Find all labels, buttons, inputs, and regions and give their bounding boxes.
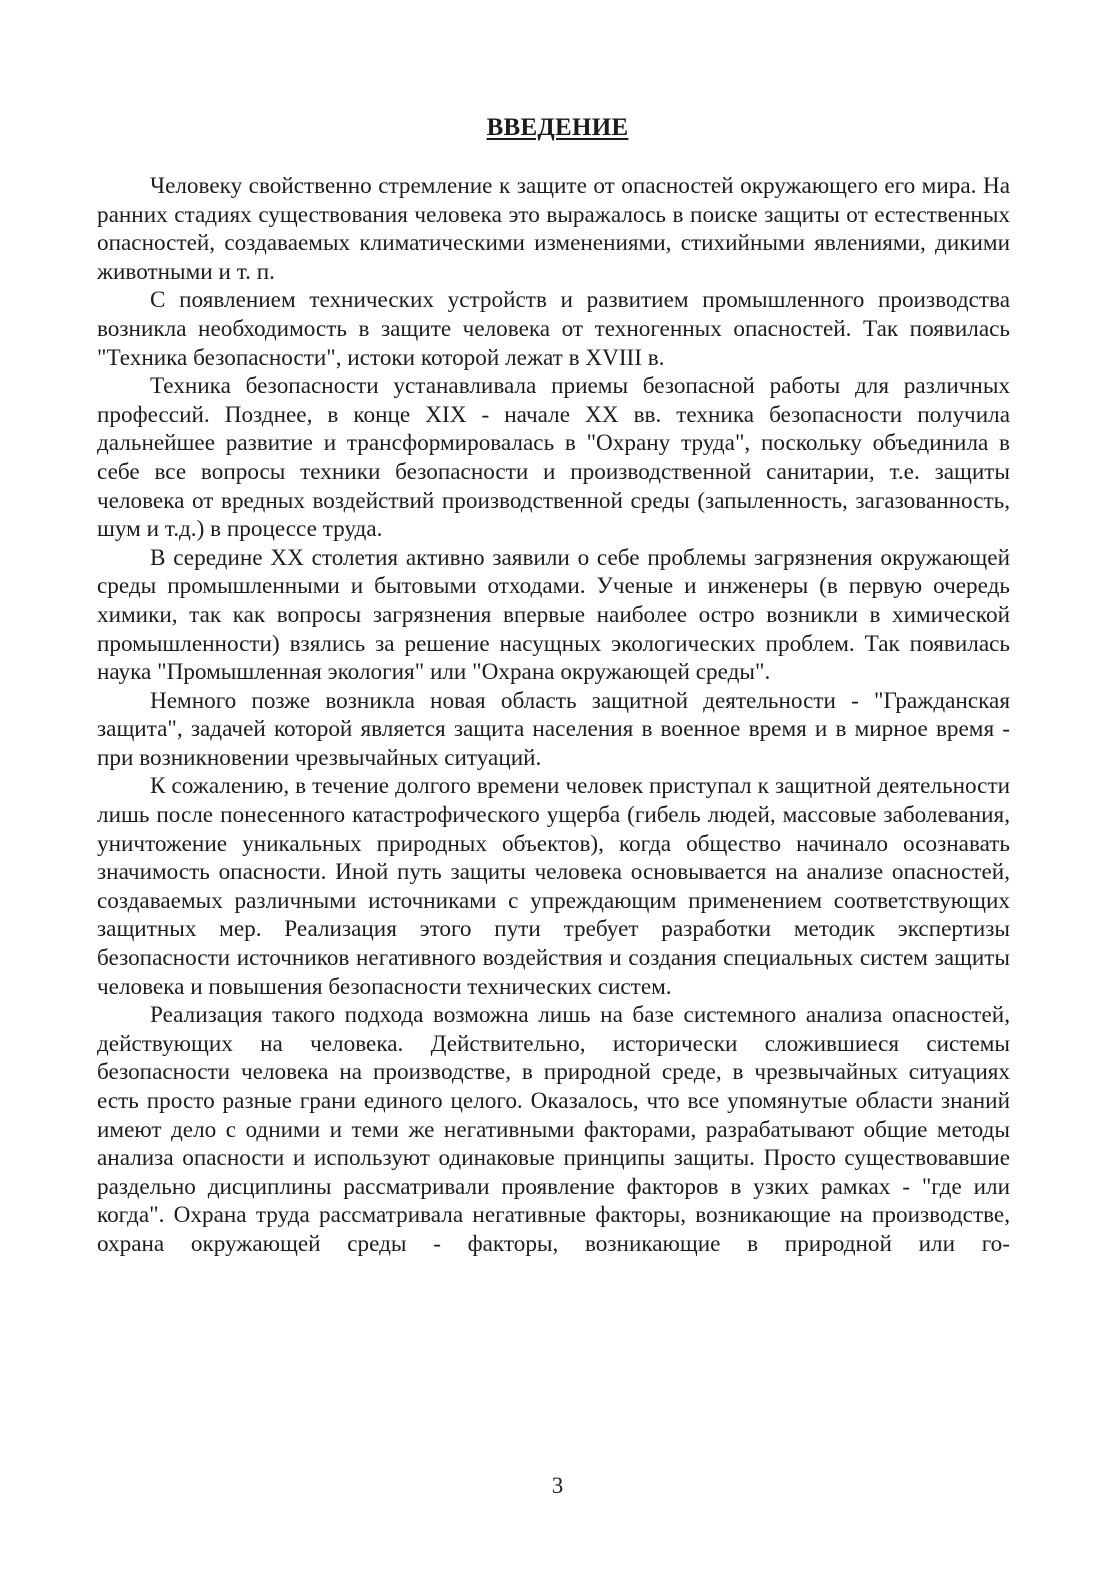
paragraph-2: С появлением технических устройств и развитием промышленного производства возникла необходимость в защите человека от техногенных опасностей. Так появилась "Техника безопасности", истоки которой лежат в XVIII в. [97, 287, 1010, 371]
page-number: 3 [551, 1473, 564, 1498]
paragraph-6: К сожалению, в течение долгого времени человек приступал к защитной деятельности лишь после понесенного катастрофического ущерба (гибель людей, массовые заболевания, уничтожение уникальных природных объектов), когда общество начинало осознавать значимость опасности. Иной путь защиты человека основывается на анализе опасностей, создаваемых различными источниками с упреждающим применением соответствующих защитных мер. Реализация этого пути требует разработки методик экспертизы безопасности источников негативного воздействия и создания специальных систем защиты человека и повышения безопасности технических систем. [97, 773, 1010, 1000]
paragraph-3: Техника безопасности устанавливала приемы безопасной работы для различных профессий. Позднее, в конце XIX - начале XX вв. техника безопасности получила дальнейшее развитие и трансформировалась в "Охрану труда", поскольку объединила в себе все вопросы техники безопасности и производственной санитарии, т.е. защиты человека от вредных воздействий производственной среды (запыленность, загазованность, шум и т.д.) в процессе труда. [97, 373, 1010, 543]
page-title: ВВЕДЕНИЕ [486, 114, 629, 141]
paragraph-5: Немного позже возникла новая область защитной деятельности - "Гражданская защита", задачей которой является защита населения в военное время и в мирное время - при возникновении чрезвычайных ситуаций. [97, 687, 1010, 771]
body-text [97, 172, 1010, 1259]
paragraph-1: Человеку свойственно стремление к защите от опасностей окружающего его мира. На ранних стадиях существования человека это выражалось в поиске защиты от естественных опасностей, создаваемых климатическими изменениями, стихийными явлениями, дикими животными и т. п. [97, 173, 1010, 285]
paragraph-7: Реализация такого подхода возможна лишь на базе системного анализа опасностей, действующих на человека. Действительно, исторически сложившиеся системы безопасности человека на производстве, в природной среде, в чрезвычайных ситуациях есть просто разные грани единого целого. Оказалось, что все упомянутые области знаний имеют дело с одними и теми же негативными факторами, разрабатывают общие методы анализа опасности и используют одинаковые принципы защиты. Просто существовавшие раздельно дисциплины рассматривали проявление факторов в узких рамках - "где или когда". Охрана труда рассматривала негативные факторы, возникающие на производстве, охрана окружающей среды - факторы, возникающие в природной или го- [97, 1002, 1010, 1257]
paragraph-4: В середине XX столетия активно заявили о себе проблемы загрязнения окружающей среды промышленными и бытовыми отходами. Ученые и инженеры (в первую очередь химики, так как вопросы загрязнения впервые наиболее остро возникли в химической промышленности) взялись за решение насущных экологических проблем. Так появилась наука "Промышленная экология" или "Охрана окружающей среды". [97, 544, 1010, 686]
